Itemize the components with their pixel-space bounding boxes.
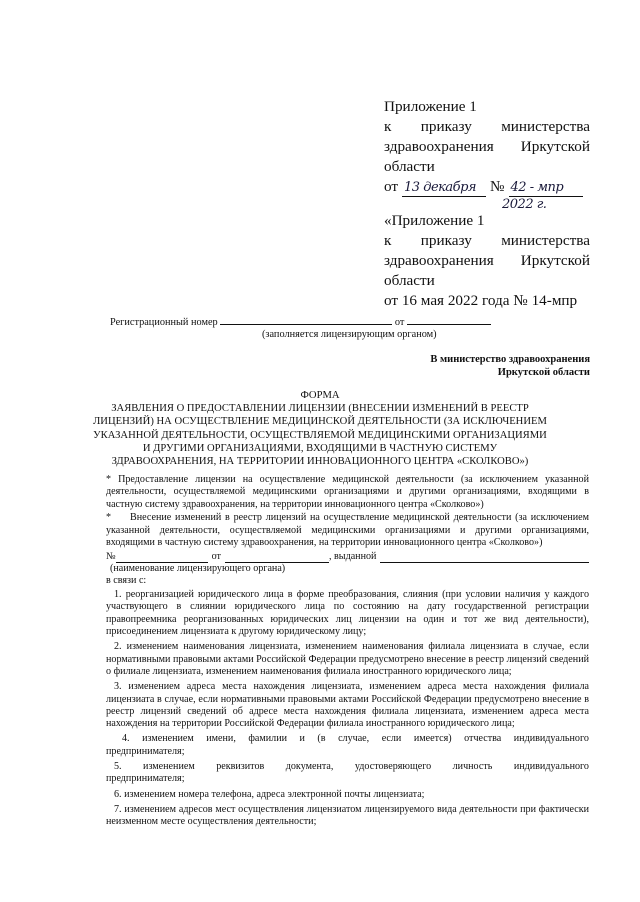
appendix-previous-region-word: Иркутской (520, 252, 590, 269)
addressee-line2: Иркутской области (497, 367, 590, 378)
form-body (106, 474, 589, 829)
option-2[interactable] (106, 512, 589, 549)
item-5-word: документа, (285, 761, 334, 773)
license-authority-field[interactable] (380, 553, 589, 563)
addressee-line1: В министерство здравоохранения (430, 354, 590, 365)
registration-date-field[interactable] (407, 315, 491, 325)
item-6[interactable]: 6. изменением номера телефона, адреса электронной почты лицензиата; (114, 788, 425, 800)
appendix-previous-health-word: здравоохранения (384, 252, 494, 269)
appendix-previous-k: к (384, 232, 392, 249)
appendix-health-word: здравоохранения (384, 138, 494, 155)
item-4-word: случае, (338, 733, 370, 745)
number-sign: № (490, 178, 505, 195)
appendix-oblast: области (384, 158, 435, 175)
option-2-text: Внесение изменений в реестр лицензий на осуществление медицинской деятельности (за исключением указанной деятельности, осуществляемой медицинскими организациями и другими организациями, входящими в частную систему здравоохранения, на территории инновационного центра «Сколково») (106, 512, 589, 548)
item-4-word: фамилии (248, 733, 288, 745)
item-2[interactable]: 2. изменением наименования лицензиата, изменением наименования филиала лицензиата в случае, если нормативными правовыми актами Российской Федерации предусмотрено внесение в реестр лицензий сведений о филиале лицензиата, изменением наименования филиала иностранного юридического лица; (106, 641, 589, 677)
item-5-word: 5. (114, 761, 122, 773)
item-4-word: изменением (142, 733, 194, 745)
form-label: ФОРМА (300, 390, 340, 401)
item-5-word: удостоверяющего (354, 761, 432, 773)
appendix-current (384, 97, 590, 212)
item-5-word: изменением (143, 761, 195, 773)
option-1-bullet: * (106, 474, 112, 485)
handwritten-date: 13 декабря (402, 180, 486, 197)
form-title: ЗАЯВЛЕНИЯ О ПРЕДОСТАВЛЕНИИ ЛИЦЕНЗИИ (ВНЕСЕНИИ ИЗМЕНЕНИЙ В РЕЕСТР ЛИЦЕНЗИЙ) НА ОСУЩЕСТВЛЕНИЕ МЕДИЦИНСКОЙ ДЕЯТЕЛЬНОСТИ (ЗА ИСКЛЮЧЕНИЕМ УКАЗАННОЙ ДЕЯТЕЛЬНОСТИ, ОСУЩЕСТВЛЯЕМОЙ МЕДИЦИНСКИМИ ОРГАНИЗАЦИЯМИ И ДРУГИМИ ОРГАНИЗАЦИЯМИ, ВХОДЯЩИМИ В ЧАСТНУЮ СИСТЕМУ ЗДРАВООХРАНЕНИЯ, НА ТЕРРИТОРИИ ИННОВАЦИОННОГО ЦЕНТРА «СКОЛКОВО») (93, 403, 547, 468)
license-date-field[interactable] (225, 553, 329, 563)
registration-label: Регистрационный номер (110, 317, 218, 328)
appendix-previous-ministry-word: министерства (501, 232, 590, 249)
item-1[interactable]: 1. реорганизацией юридического лица в форме преобразования, слияния (при условии наличия у каждого участвующего в слиянии юридического лица по состоянию на дату государственной регистрации правопреемника реорганизованных юридических лиц лицензии на один и тот же вид деятельности), присоединением лицензиата к другому юридическому лицу; (106, 589, 589, 638)
appendix-previous (384, 211, 590, 311)
in-connection-label: в связи с: (106, 575, 147, 587)
item-4-word: и (299, 733, 305, 745)
registration-note: (заполняется лицензирующим органом) (262, 329, 437, 340)
appendix-previous-order-word: приказу (420, 232, 472, 249)
license-from-label: от (211, 550, 221, 562)
authority-note: (наименование лицензирующего органа) (110, 563, 286, 575)
addressee (430, 353, 590, 379)
option-1-text: Предоставление лицензии на осуществление медицинской деятельности (за исключением указанной деятельности, осуществляемой медицинскими организациями и другими организациями, входящими в частную систему здравоохранения, на территории инновационного центра «Сколково») (106, 474, 589, 510)
item-4-tail: предпринимателя; (106, 745, 185, 757)
appendix-previous-title: «Приложение 1 (384, 212, 485, 229)
license-number-label: № (106, 550, 116, 562)
item-4-word: индивидуального (513, 733, 589, 745)
appendix-title: Приложение 1 (384, 98, 477, 115)
registration-line (110, 315, 510, 329)
appendix-previous-date: от 16 мая 2022 года № 14-мпр (384, 292, 578, 309)
appendix-k: к (384, 118, 392, 135)
item-5-word: личность (452, 761, 493, 773)
appendix-ministry-word: министерства (501, 118, 590, 135)
appendix-previous-oblast: области (384, 272, 435, 289)
item-5-word: реквизитов (216, 761, 265, 773)
item-4-word: имеется) (413, 733, 452, 745)
item-4-word: 4. (122, 733, 130, 745)
item-7[interactable]: 7. изменением адресов мест осуществления лицензиатом лицензируемого вида деятельности при фактически неизменном месте осуществления деятельности; (106, 803, 589, 828)
registration-from-label: от (394, 317, 405, 328)
item-3[interactable]: 3. изменением адреса места нахождения лицензиата, изменением адреса места нахождения филиала лицензиата в случае, если нормативными правовыми актами Российской Федерации предусмотрено внесение в реестр лицензий сведений об адресе места нахождения филиала лицензиата, изменением адреса места нахождения на территории Российской Федерации филиала иностранного юридического лица; (106, 681, 589, 730)
item-5-word: индивидуального (513, 761, 589, 773)
handwritten-number: 42 - мпр (509, 180, 583, 197)
appendix-date-line (384, 177, 590, 212)
item-4-word: отчества (464, 733, 502, 745)
item-4-word: (в (317, 733, 326, 745)
registration-number-field[interactable] (220, 315, 392, 325)
date-from-label: от (384, 178, 399, 195)
license-number-field[interactable] (116, 553, 208, 563)
handwritten-year: 2022 г. (502, 197, 547, 212)
license-issued-label: , выданной (328, 550, 377, 562)
form-heading (90, 389, 550, 468)
license-line (106, 551, 589, 563)
item-4[interactable] (106, 733, 589, 745)
item-5[interactable] (106, 761, 589, 773)
option-1[interactable] (106, 474, 589, 511)
item-5-tail: предпринимателя; (106, 773, 185, 785)
item-4-word: имени, (206, 733, 236, 745)
appendix-region-word: Иркутской (520, 138, 590, 155)
option-2-bullet: * (106, 512, 112, 524)
appendix-order-word: приказу (420, 118, 472, 135)
item-4-word: если (381, 733, 402, 745)
